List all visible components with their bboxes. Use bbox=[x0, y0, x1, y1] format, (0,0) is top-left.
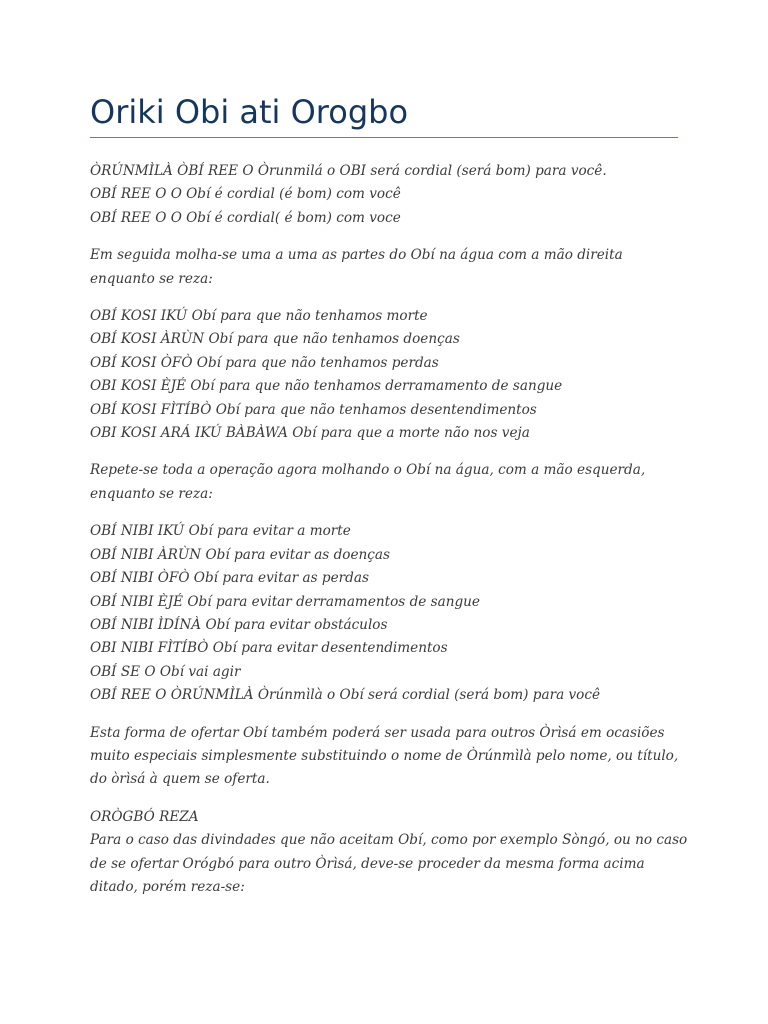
paragraph-instruction-left-hand bbox=[90, 459, 680, 506]
text-line: OBI KOSI ÈJÉ Obí para que não tenhamos derramamento de sangue bbox=[90, 378, 563, 395]
section-heading: ORÒGBÓ REZA bbox=[90, 808, 199, 825]
text-line: OBÍ KOSI FÌTÍBÒ Obí para que não tenhamos desentendimentos bbox=[90, 401, 537, 418]
text-line: OBÍ REE O ÒRÚNMÌLÀ Òrúnmìlà o Obí será cordial (será bom) para você bbox=[90, 687, 601, 704]
text-line: OBÍ NIBI IKÚ Obí para evitar a morte bbox=[90, 523, 351, 540]
text-line: do òrìsá à quem se oferta. bbox=[90, 771, 270, 788]
document-body bbox=[90, 160, 688, 913]
text-line: Em seguida molha-se uma a uma as partes do Obí na água com a mão direita bbox=[90, 247, 623, 264]
text-line: enquanto se reza: bbox=[90, 270, 213, 287]
text-line: OBÍ NIBI ÌDÍNÀ Obí para evitar obstáculos bbox=[90, 616, 388, 633]
text-line: ditado, porém reza-se: bbox=[90, 878, 245, 895]
text-line: ÒRÚNMÌLÀ ÒBÍ REE O Òrunmilá o OBI será cordial (será bom) para você. bbox=[90, 163, 607, 179]
text-line: OBÍ NIBI ÒFÒ Obí para evitar as perdas bbox=[90, 570, 369, 587]
text-line: Repete-se toda a operação agora molhando o Obí na água, com a mão esquerda, bbox=[90, 462, 646, 479]
text-line: OBÍ NIBI ÈJÉ Obí para evitar derramamentos de sangue bbox=[90, 593, 480, 610]
text-line: OBÍ NIBI ÀRÙN Obí para evitar as doenças bbox=[90, 546, 390, 563]
paragraph-instruction-right-hand bbox=[90, 244, 680, 291]
paragraph-obi-kosi-prayers bbox=[90, 305, 680, 445]
paragraph-other-orisa-note bbox=[90, 722, 680, 792]
text-line: OBÍ REE O O Obí é cordial( é bom) com voce bbox=[90, 209, 401, 226]
paragraph-orogbo-reza bbox=[90, 806, 688, 900]
paragraph-obi-nibi-prayers bbox=[90, 520, 680, 707]
title-underline bbox=[90, 137, 678, 138]
text-line: OBI NIBI FÌTÍBÒ Obí para evitar desentendimentos bbox=[90, 640, 448, 657]
text-line: OBÍ KOSI ÀRÙN Obí para que não tenhamos doenças bbox=[90, 331, 460, 348]
text-line: Esta forma de ofertar Obí também poderá ser usada para outros Òrìsá em ocasiões bbox=[90, 724, 665, 741]
text-line: OBI KOSI ARÁ IKÚ BÀBÀWA Obí para que a morte não nos veja bbox=[90, 425, 530, 442]
page-title: Oriki Obi ati Orogbo bbox=[90, 93, 409, 131]
text-line: OBÍ KOSI ÒFÒ Obí para que não tenhamos perdas bbox=[90, 354, 439, 371]
text-line: Para o caso das divindades que não aceitam Obí, como por exemplo Sòngó, ou no caso bbox=[90, 832, 688, 849]
text-line: OBÍ REE O O Obí é cordial (é bom) com você bbox=[90, 186, 401, 203]
paragraph-opening-prayer bbox=[90, 160, 680, 230]
text-line: de se ofertar Orógbó para outro Òrìsá, deve-se proceder da mesma forma acima bbox=[90, 855, 645, 872]
text-line: muito especiais simplesmente substituindo o nome de Òrúnmìlà pelo nome, ou título, bbox=[90, 747, 679, 764]
text-line: OBÍ SE O Obí vai agir bbox=[90, 663, 241, 680]
text-line: OBÍ KOSI IKÚ Obí para que não tenhamos morte bbox=[90, 308, 428, 325]
text-line: enquanto se reza: bbox=[90, 485, 213, 502]
